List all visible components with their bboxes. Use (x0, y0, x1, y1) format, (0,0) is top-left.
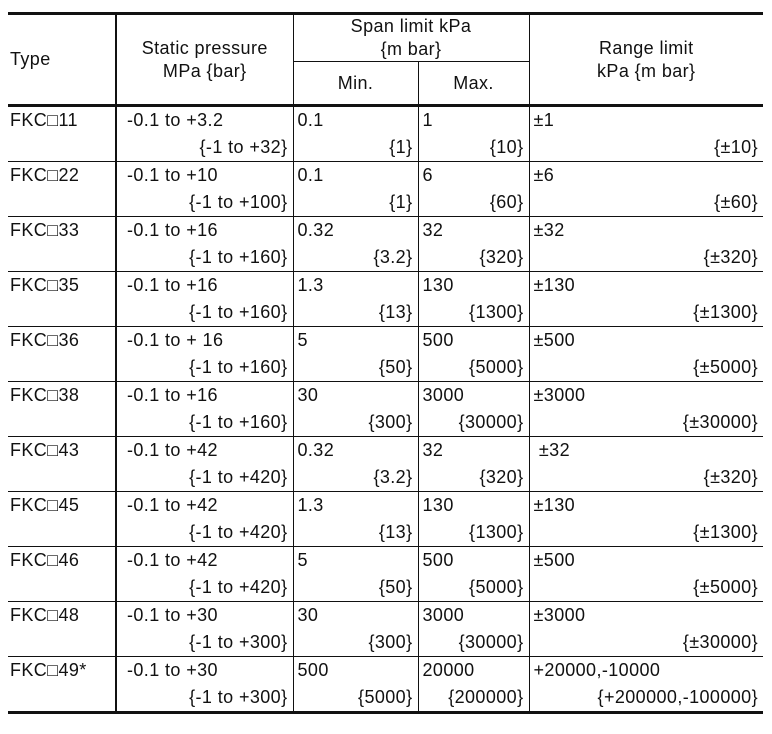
range-limit-kpa: ±1 (533, 110, 555, 130)
static-pressure-bar: {-1 to +160} (189, 302, 288, 322)
cell-span-min (293, 327, 418, 382)
static-pressure-mpa: -0.1 to +3.2 (127, 110, 224, 130)
static-pressure-bar: {-1 to +160} (189, 247, 288, 267)
static-pressure-bar: {-1 to +300} (189, 687, 288, 707)
type-label: FKC□36 (10, 330, 80, 350)
span-min-mbar: {1} (389, 137, 413, 157)
table-row (8, 272, 763, 327)
cell-static-pressure (116, 492, 293, 547)
cell-type (8, 272, 116, 327)
cell-range-limit (529, 106, 763, 162)
range-limit-kpa: ±3000 (533, 385, 586, 405)
type-label: FKC□33 (10, 220, 80, 240)
range-limit-kpa: ±500 (533, 550, 576, 570)
spec-table (8, 12, 763, 714)
cell-static-pressure (116, 437, 293, 492)
cell-range-limit (529, 327, 763, 382)
range-limit-kpa: ±130 (533, 275, 576, 295)
cell-static-pressure (116, 327, 293, 382)
cell-span-min (293, 657, 418, 713)
span-max-mbar: {200000} (448, 687, 524, 707)
cell-static-pressure (116, 272, 293, 327)
cell-type (8, 437, 116, 492)
table-row (8, 382, 763, 437)
header-span-limit-label: Span limit kPa (350, 16, 472, 36)
span-max-mbar: {1300} (469, 522, 524, 542)
span-min-kpa: 30 (297, 605, 319, 625)
span-min-kpa: 5 (297, 550, 308, 570)
span-min-mbar: {13} (378, 302, 413, 322)
static-pressure-mpa: -0.1 to +42 (127, 440, 218, 460)
header-span-max: Max. (418, 62, 529, 106)
cell-static-pressure (116, 547, 293, 602)
span-min-mbar: {1} (389, 192, 413, 212)
span-max-mbar: {30000} (458, 632, 524, 652)
cell-range-limit (529, 547, 763, 602)
cell-static-pressure (116, 162, 293, 217)
cell-range-limit (529, 382, 763, 437)
static-pressure-mpa: -0.1 to +30 (127, 660, 218, 680)
type-label: FKC□11 (10, 110, 78, 130)
range-limit-mbar: {±30000} (682, 632, 758, 652)
span-max-kpa: 3000 (422, 605, 465, 625)
cell-span-min (293, 602, 418, 657)
type-label: FKC□22 (10, 165, 80, 185)
range-limit-mbar: {±10} (714, 137, 758, 157)
header-static-pressure (116, 14, 293, 106)
cell-span-min (293, 217, 418, 272)
span-max-mbar: {5000} (469, 577, 524, 597)
span-min-kpa: 1.3 (297, 275, 324, 295)
header-range-limit-label: Range limit (599, 37, 694, 58)
cell-type (8, 106, 116, 162)
table-body (8, 106, 763, 713)
span-min-kpa: 0.1 (297, 165, 324, 185)
static-pressure-bar: {-1 to +420} (189, 577, 288, 597)
static-pressure-bar: {-1 to +100} (189, 192, 288, 212)
span-min-mbar: {300} (368, 412, 413, 432)
span-min-mbar: {3.2} (373, 247, 413, 267)
cell-type (8, 547, 116, 602)
cell-span-max (418, 547, 529, 602)
range-limit-kpa: ±500 (533, 330, 576, 350)
static-pressure-mpa: -0.1 to +30 (127, 605, 218, 625)
span-max-mbar: {320} (479, 247, 524, 267)
span-min-kpa: 500 (297, 660, 329, 680)
cell-span-min (293, 382, 418, 437)
span-min-kpa: 0.32 (297, 440, 335, 460)
span-min-kpa: 30 (297, 385, 319, 405)
span-max-mbar: {10} (489, 137, 524, 157)
span-max-mbar: {5000} (469, 357, 524, 377)
cell-range-limit (529, 492, 763, 547)
table-row (8, 217, 763, 272)
span-min-mbar: {300} (368, 632, 413, 652)
range-limit-mbar: {±60} (714, 192, 758, 212)
cell-span-min (293, 492, 418, 547)
cell-span-min (293, 547, 418, 602)
static-pressure-bar: {-1 to +160} (189, 357, 288, 377)
cell-type (8, 327, 116, 382)
cell-span-max (418, 602, 529, 657)
span-max-kpa: 20000 (422, 660, 475, 680)
cell-static-pressure (116, 657, 293, 713)
type-label: FKC□35 (10, 275, 80, 295)
cell-span-max (418, 162, 529, 217)
cell-range-limit (529, 657, 763, 713)
cell-span-max (418, 437, 529, 492)
cell-type (8, 162, 116, 217)
header-span-min: Min. (293, 62, 418, 106)
span-min-kpa: 1.3 (297, 495, 324, 515)
cell-span-max (418, 327, 529, 382)
static-pressure-bar: {-1 to +420} (189, 522, 288, 542)
cell-type (8, 657, 116, 713)
table-row (8, 327, 763, 382)
cell-range-limit (529, 602, 763, 657)
range-limit-mbar: {±30000} (682, 412, 758, 432)
span-max-kpa: 3000 (422, 385, 465, 405)
static-pressure-bar: {-1 to +420} (189, 467, 288, 487)
range-limit-kpa: ±130 (533, 495, 576, 515)
span-min-kpa: 5 (297, 330, 308, 350)
span-min-kpa: 0.1 (297, 110, 324, 130)
span-max-kpa: 130 (422, 275, 454, 295)
cell-span-min (293, 437, 418, 492)
static-pressure-bar: {-1 to +32} (199, 137, 288, 157)
header-span-limit-unit: {m bar} (380, 39, 442, 59)
header-range-limit-unit: kPa {m bar} (597, 60, 696, 81)
range-limit-mbar: {±5000} (693, 577, 758, 597)
cell-type (8, 382, 116, 437)
header-span-limit (293, 14, 529, 62)
range-limit-kpa: ±32 (533, 440, 571, 460)
cell-static-pressure (116, 382, 293, 437)
span-min-kpa: 0.32 (297, 220, 335, 240)
span-max-kpa: 32 (422, 220, 444, 240)
span-min-mbar: {50} (378, 577, 413, 597)
static-pressure-mpa: -0.1 to +10 (127, 165, 218, 185)
range-limit-mbar: {±320} (703, 467, 758, 487)
span-max-kpa: 130 (422, 495, 454, 515)
span-max-mbar: {1300} (469, 302, 524, 322)
span-max-kpa: 500 (422, 330, 454, 350)
table-row (8, 547, 763, 602)
static-pressure-mpa: -0.1 to +16 (127, 220, 218, 240)
table-row (8, 492, 763, 547)
cell-span-max (418, 657, 529, 713)
cell-static-pressure (116, 602, 293, 657)
header-static-pressure-unit: MPa {bar} (162, 60, 247, 81)
type-label: FKC□38 (10, 385, 80, 405)
static-pressure-bar: {-1 to +160} (189, 412, 288, 432)
static-pressure-bar: {-1 to +300} (189, 632, 288, 652)
cell-range-limit (529, 217, 763, 272)
cell-span-min (293, 162, 418, 217)
type-label: FKC□48 (10, 605, 80, 625)
range-limit-kpa: ±6 (533, 165, 555, 185)
table-row (8, 162, 763, 217)
span-max-mbar: {60} (489, 192, 524, 212)
span-min-mbar: {5000} (358, 687, 413, 707)
cell-span-min (293, 106, 418, 162)
cell-range-limit (529, 162, 763, 217)
cell-type (8, 217, 116, 272)
span-min-mbar: {3.2} (373, 467, 413, 487)
span-min-mbar: {13} (378, 522, 413, 542)
cell-type (8, 602, 116, 657)
table-row (8, 602, 763, 657)
header-type: Type (8, 14, 116, 106)
cell-span-max (418, 382, 529, 437)
span-max-mbar: {320} (479, 467, 524, 487)
static-pressure-mpa: -0.1 to +16 (127, 385, 218, 405)
cell-static-pressure (116, 217, 293, 272)
table-row (8, 106, 763, 162)
table-row (8, 657, 763, 713)
header-static-pressure-label: Static pressure (141, 37, 268, 58)
static-pressure-mpa: -0.1 to +42 (127, 550, 218, 570)
range-limit-kpa: ±32 (533, 220, 565, 240)
cell-range-limit (529, 437, 763, 492)
cell-span-max (418, 106, 529, 162)
static-pressure-mpa: -0.1 to + 16 (127, 330, 224, 350)
cell-type (8, 492, 116, 547)
header-range-limit (529, 14, 763, 106)
span-max-kpa: 500 (422, 550, 454, 570)
range-limit-mbar: {±5000} (693, 357, 758, 377)
cell-range-limit (529, 272, 763, 327)
cell-span-max (418, 217, 529, 272)
range-limit-kpa: ±3000 (533, 605, 586, 625)
cell-span-max (418, 272, 529, 327)
span-max-mbar: {30000} (458, 412, 524, 432)
cell-span-max (418, 492, 529, 547)
type-label: FKC□46 (10, 550, 80, 570)
static-pressure-mpa: -0.1 to +16 (127, 275, 218, 295)
range-limit-mbar: {±1300} (693, 302, 758, 322)
type-label: FKC□45 (10, 495, 80, 515)
span-max-kpa: 6 (422, 165, 433, 185)
type-label: FKC□49* (10, 660, 87, 680)
span-min-mbar: {50} (378, 357, 413, 377)
range-limit-mbar: {+200000,-100000} (597, 687, 758, 707)
cell-span-min (293, 272, 418, 327)
range-limit-mbar: {±1300} (693, 522, 758, 542)
cell-static-pressure (116, 106, 293, 162)
range-limit-mbar: {±320} (703, 247, 758, 267)
range-limit-kpa: +20000,-10000 (533, 660, 661, 680)
span-max-kpa: 1 (422, 110, 433, 130)
static-pressure-mpa: -0.1 to +42 (127, 495, 218, 515)
span-max-kpa: 32 (422, 440, 444, 460)
type-label: FKC□43 (10, 440, 80, 460)
table-row (8, 437, 763, 492)
